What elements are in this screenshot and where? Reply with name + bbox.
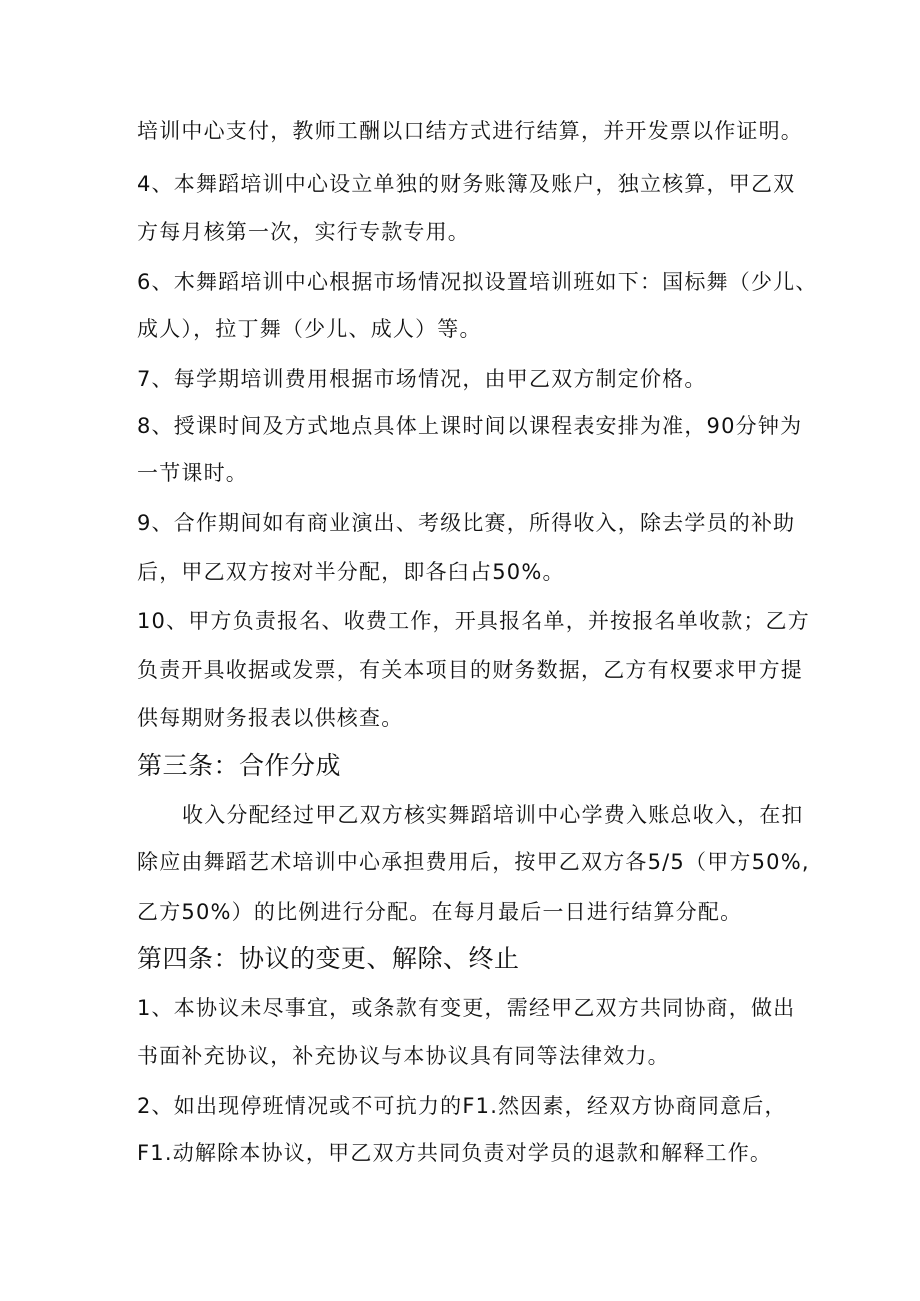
text-line: 后，甲乙双方按对半分配，即各臼占50%。 xyxy=(137,560,565,584)
text-line: 1、本协议未尽事宜，或条款有变更，需经甲乙双方共同协商，做出 xyxy=(137,996,796,1020)
text-line: 4、本舞蹈培训中心设立单独的财务账簿及账户，独立核算，甲乙双 xyxy=(137,172,796,196)
text-line: 9、合作期间如有商业演出、考级比赛，所得收入，除去学员的补助 xyxy=(137,511,796,535)
section-heading: 第四条：协议的变更、解除、终止 xyxy=(137,944,520,973)
text-line: 书面补充协议，补充协议与本协议具有同等法律效力。 xyxy=(137,1044,670,1068)
text-line: 一节课时。 xyxy=(137,461,248,485)
text-line: 6、木舞蹈培训中心根据市场情况拟设置培训班如下：国标舞（少儿、 xyxy=(137,270,818,294)
text-line: 培训中心支付，教师工酬以口结方式进行结算，并开发票以作证明。 xyxy=(137,119,803,143)
text-line: 7、每学期培训费用根据市场情况，由甲乙双方制定价格。 xyxy=(137,367,707,391)
text-line: F1.动解除本协议，甲乙双方共同负责对学员的退款和解释工作。 xyxy=(137,1141,773,1165)
text-line: 2、如出现停班情况或不可抗力的F1.然因素，经双方协商同意后， xyxy=(137,1094,787,1118)
text-line: 成人），拉丁舞（少儿、成人）等。 xyxy=(137,317,482,341)
text-line: 乙方50%）的比例进行分配。在每月最后一日进行结算分配。 xyxy=(137,900,743,924)
text-line: 10、甲方负责报名、收费工作，开具报名单，并按报名单收款；乙方 xyxy=(137,609,810,633)
text-line: 负责开具收据或发票，有关本项目的财务数据，乙方有权要求甲方提 xyxy=(137,658,803,682)
text-line: 方每月核第一次，实行专款专用。 xyxy=(137,220,470,244)
text-line: 8、授课时间及方式地点具体上课时间以课程表安排为准，90分钟为 xyxy=(137,414,803,438)
text-line: 供每期财务报表以供核查。 xyxy=(137,706,404,730)
text-line: 除应由舞蹈艺术培训中心承担费用后，按甲乙双方各5/5（甲方50%, xyxy=(137,850,810,874)
section-heading: 第三条：合作分成 xyxy=(137,751,342,780)
text-line: 收入分配经过甲乙双方核实舞蹈培训中心学费入账总收入，在扣 xyxy=(182,803,804,827)
